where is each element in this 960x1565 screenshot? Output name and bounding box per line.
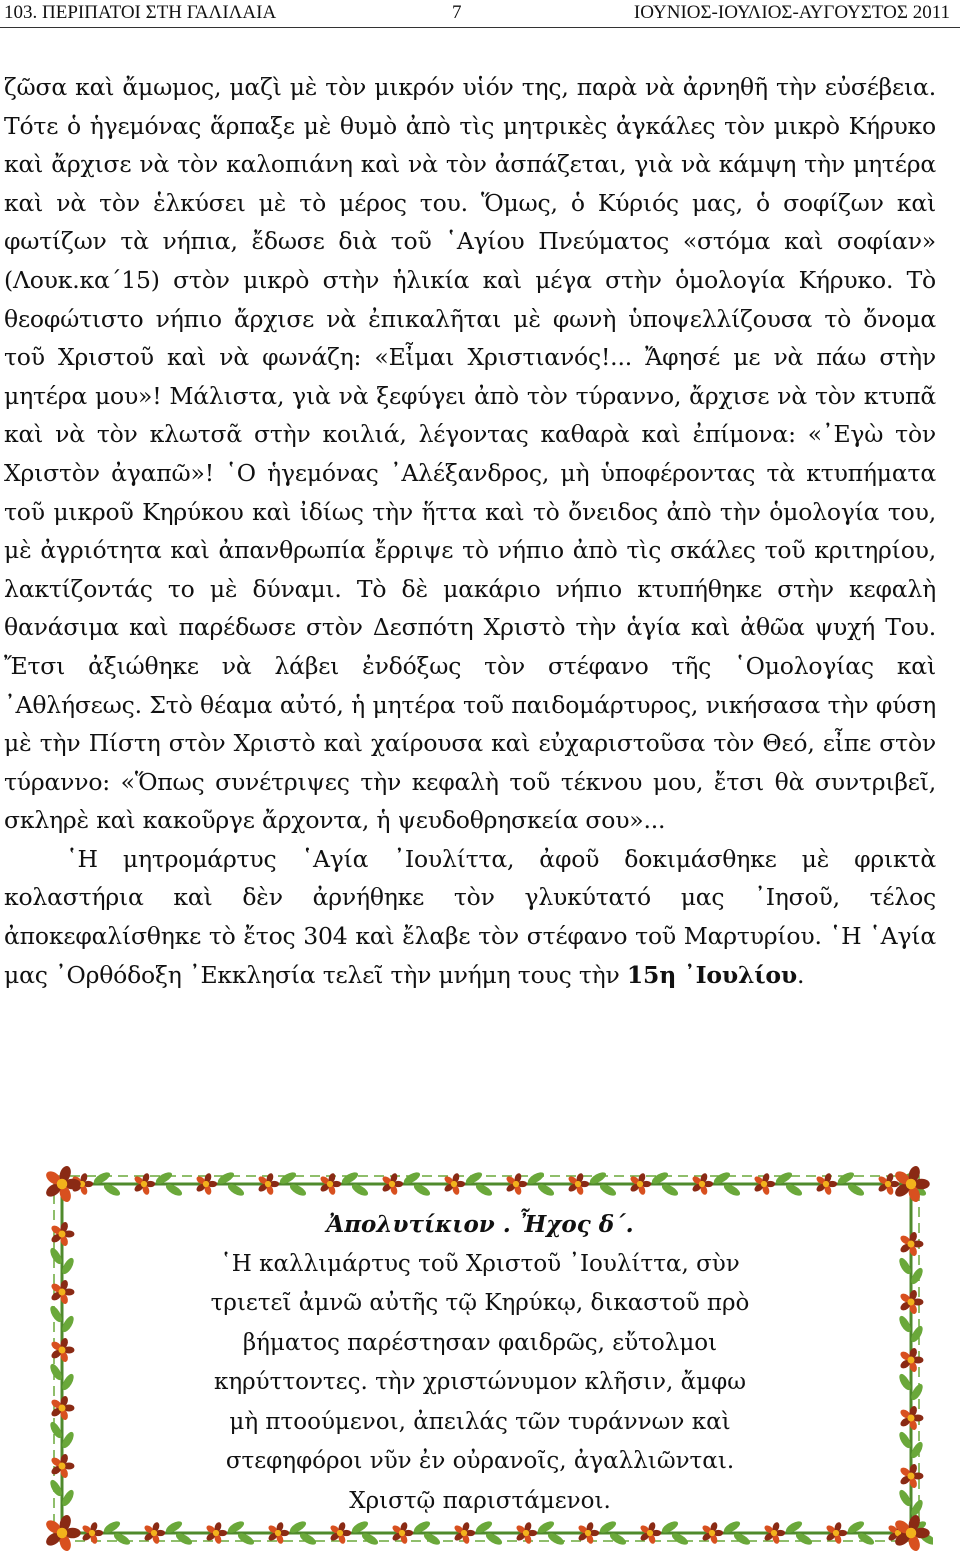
flower-center bbox=[451, 1181, 457, 1187]
hymn-line: ῾Η καλλιμάρτυς τοῦ Χριστοῦ ᾿Ιουλίττα, σὺν bbox=[220, 1250, 740, 1277]
page-header bbox=[0, 0, 960, 30]
flower-center bbox=[908, 1357, 915, 1364]
hymn-line: μὴ πτοούμενοι, ἀπειλάς τῶν τυράννων καὶ bbox=[229, 1408, 731, 1435]
flower-center bbox=[213, 1530, 219, 1536]
feast-date: 15η ᾿Ιουλίου bbox=[626, 960, 798, 989]
flower-center bbox=[59, 1405, 66, 1412]
flower-center bbox=[761, 1181, 767, 1187]
flower-center bbox=[709, 1530, 715, 1536]
paragraph-2 bbox=[4, 840, 936, 994]
publication-title: 103. ΠΕΡΙΠΑΤΟΙ ΣΤΗ ΓΑΛΙΛΑΙΑ bbox=[4, 2, 277, 23]
flower-center bbox=[141, 1181, 147, 1187]
flower-center bbox=[59, 1463, 66, 1470]
flower-center bbox=[906, 1528, 917, 1539]
flower-center bbox=[89, 1530, 95, 1536]
flower-center bbox=[275, 1530, 281, 1536]
flower-center bbox=[57, 1528, 68, 1539]
flower-center bbox=[203, 1181, 209, 1187]
flower-center bbox=[513, 1181, 519, 1187]
header-rule bbox=[0, 27, 960, 28]
issue-date: ΙΟΥΝΙΟΣ-ΙΟΥΛΙΟΣ-ΑΥΓΟΥΣΤΟΣ 2011 bbox=[633, 2, 950, 23]
hymn-line: Χριστῷ παριστάμενοι. bbox=[349, 1487, 611, 1514]
flower-center bbox=[57, 1179, 68, 1190]
flower-center bbox=[908, 1473, 915, 1480]
flower-center bbox=[389, 1181, 395, 1187]
flower-center bbox=[908, 1415, 915, 1422]
hymn-line: τριετεῖ ἀμνῶ αὐτῆς τῷ Κηρύκῳ, δικαστοῦ πρὸ bbox=[210, 1290, 750, 1316]
flower-center bbox=[523, 1530, 529, 1536]
flower-center bbox=[59, 1289, 66, 1296]
flower-center bbox=[327, 1181, 333, 1187]
flower-center bbox=[399, 1530, 405, 1536]
flower-center bbox=[908, 1299, 915, 1306]
flower-center bbox=[906, 1179, 917, 1190]
flower-center bbox=[151, 1530, 157, 1536]
flower-center bbox=[59, 1231, 66, 1238]
page-number: 7 bbox=[452, 2, 462, 23]
paragraph-2-text: ῾Η μητρομάρτυς ῾Αγία ᾿Ιουλίττα, ἀφοῦ δοκιμάσθηκε μὲ φρικτὰ κολαστήρια καὶ δὲν ἀρνήθηκε τὸν γλυκύτατό μας ᾿Ιησοῦ, τέλος ἀποκεφαλίσθηκε τὸ ἔτος 304 καὶ ἔλαβε τὸν στέφανο τοῦ Μαρτυρίου. ῾Η ῾Αγία μας ᾿Ορθόδοξη ᾿Εκκλησία τελεῖ τὴν μνήμη τους τὴν bbox=[4, 844, 936, 989]
flower-center bbox=[823, 1181, 829, 1187]
article-body bbox=[4, 68, 936, 994]
flower-center bbox=[771, 1530, 777, 1536]
flower-center bbox=[833, 1530, 839, 1536]
flower-center bbox=[885, 1181, 891, 1187]
paragraph-2-end: . bbox=[797, 960, 805, 989]
hymn-line: κηρύττοντες. τὴν χριστώνυμον κλῆσιν, ἄμφω bbox=[214, 1369, 746, 1395]
flower-center bbox=[647, 1530, 653, 1536]
flower-center bbox=[461, 1530, 467, 1536]
flower-center bbox=[575, 1181, 581, 1187]
hymn-line: βήματος παρέστησαν φαιδρῶς, εὔτολμοι bbox=[242, 1329, 718, 1356]
flower-center bbox=[337, 1530, 343, 1536]
flower-center bbox=[908, 1241, 915, 1248]
hymn-title: Ἀπολυτίκιον . Ἦχος δ΄. bbox=[326, 1211, 634, 1238]
hymn-line: στεφηφόροι νῦν ἐν οὐρανοῖς, ἀγαλλιῶνται. bbox=[225, 1448, 735, 1474]
flower-center bbox=[585, 1530, 591, 1536]
flower-center bbox=[265, 1181, 271, 1187]
flower-center bbox=[699, 1181, 705, 1187]
flower-center bbox=[637, 1181, 643, 1187]
apolytikion-box bbox=[140, 1205, 820, 1521]
paragraph-1: ζῶσα καὶ ἄμωμος, μαζὶ μὲ τὸν μικρόν υἱόν της, παρὰ νὰ ἀρνηθῆ τὴν εὐσέβεια. Τότε ὁ ἡγεμόνας ἅρπαξε μὲ θυμὸ ἀπὸ τὶς μητρικὲς ἀγκάλες τὸν μικρὸ Κήρυκο καὶ ἄρχισε νὰ τὸν καλοπιάνη καὶ νὰ τὸν ἀσπάζεται, γιὰ νὰ κάμψη τὴν μητέρα καὶ νὰ τὸν ἑλκύσει μὲ τὸ μέρος του. Ὅμως, ὁ Κύριός μας, ὁ σοφίζων καὶ φωτίζων τὰ νήπια, ἔδωσε διὰ τοῦ ῾Αγίου Πνεύματος «στόμα καὶ σοφίαν» (Λουκ.κα΄15) στὸν μικρὸ στὴν ἡλικία καὶ μέγα στὴν ὁμολογία Κήρυκο. Τὸ θεοφώτιστο νήπιο ἄρχισε νὰ ἐπικαλῆται μὲ φωνὴ ὑποψελλίζουσα τὸ ὄνομα τοῦ Χριστοῦ καὶ νὰ φωνάζη: «Εἶμαι Χριστιανός!... Ἄφησέ με νὰ πάω στὴν μητέρα μου»! Μάλιστα, γιὰ νὰ ξεφύγει ἀπὸ τὸν τύραννο, ἄρχισε νὰ τὸν κτυπᾶ καὶ νὰ τὸν κλωτσᾶ στὴν κοιλιά, λέγοντας καθαρὰ καὶ ἐπίμονα: «᾿Εγὼ τὸν Χριστὸν ἀγαπῶ»! ῾Ο ἡγεμόνας ᾿Αλέξανδρος, μὴ ὑποφέροντας τὰ κτυπήματα τοῦ μικροῦ Κηρύκου καὶ ἰδίως τὴν ἥττα καὶ τὸ ὄνειδος ἀπὸ τὴν ὁμολογία του, μὲ ἀγριότητα καὶ ἀπανθρωπία ἔρριψε τὸ νήπιο ἀπὸ τὶς σκάλες τοῦ κριτηρίου, λακτίζοντάς το μὲ δύναμι. Τὸ δὲ μακάριο νήπιο κτυπήθηκε στὴν κεφαλὴ θανάσιμα καὶ παρέδωσε στὸν Δεσπότη Χριστὸ τὴν ἁγία καὶ ἀθῶα ψυχή Του. Ἔτσι ἀξιώθηκε νὰ λάβει ἐνδόξως τὸν στέφανο τῆς ῾Ομολογίας καὶ ᾿Αθλήσεως. Στὸ θέαμα αὐτό, ἡ μητέρα τοῦ παιδομάρτυρος, νικήσασα τὴν φύση μὲ τὴν Πίστη στὸν Χριστὸ καὶ χαίρουσα καὶ εὐχαριστοῦσα τὸν Θεό, εἶπε στὸν τύραννο: «Ὅπως συνέτριψες τὴν κεφαλὴ τοῦ τέκνου μου, ἔτσι θὰ συντριβεῖ, σκληρὲ καὶ κακοῦργε ἄρχοντα, ἡ ψευδοθρησκεία σου»... bbox=[4, 73, 936, 835]
flower-center bbox=[59, 1347, 66, 1354]
